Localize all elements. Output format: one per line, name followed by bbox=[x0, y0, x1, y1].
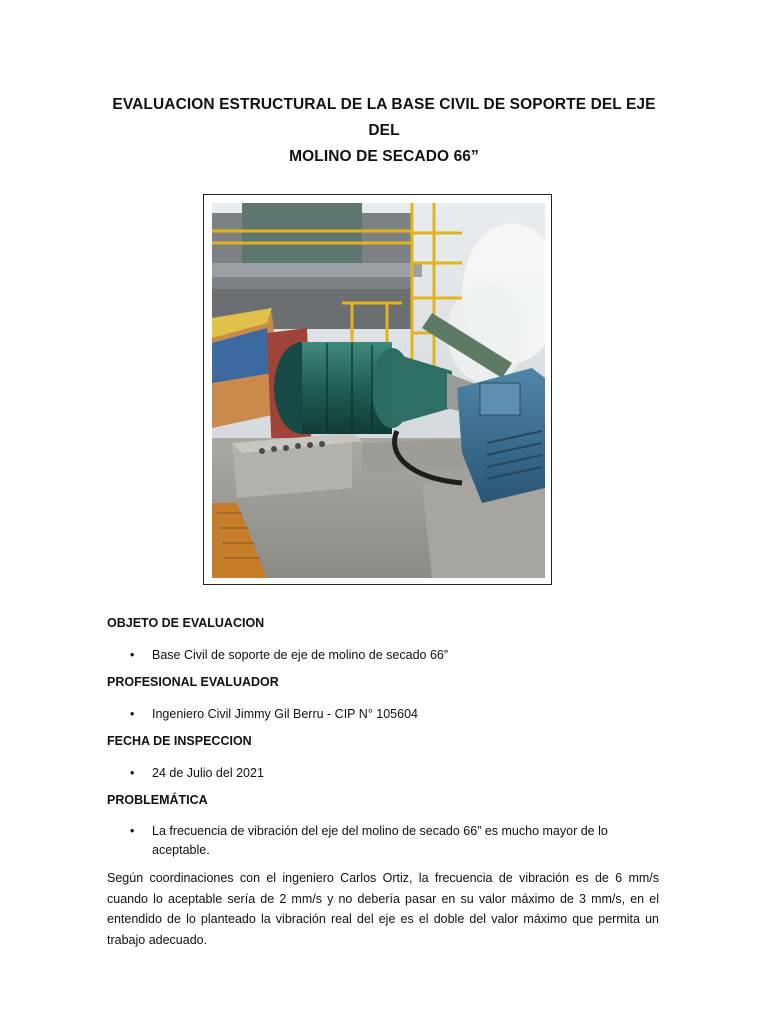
bullet-text: Ingeniero Civil Jimmy Gil Berru - CIP N° 105604 bbox=[152, 707, 418, 721]
bullet-icon: • bbox=[130, 766, 135, 780]
bullet-text-line-2: aceptable. bbox=[152, 843, 210, 857]
bullet-text-line-1: La frecuencia de vibración del eje del molino de secado 66” es mucho mayor de lo bbox=[152, 824, 608, 838]
section-heading-fecha: FECHA DE INSPECCION bbox=[107, 734, 252, 748]
bullet-icon: • bbox=[130, 648, 135, 662]
section-heading-problematica: PROBLEMÁTICA bbox=[107, 793, 208, 807]
title-line-2: MOLINO DE SECADO 66” bbox=[289, 148, 479, 165]
mill-shaft-photo bbox=[212, 203, 545, 578]
bullet-text: 24 de Julio del 2021 bbox=[152, 766, 264, 780]
bullet-icon: • bbox=[130, 707, 135, 721]
bullet-icon: • bbox=[130, 824, 135, 838]
section-heading-objeto: OBJETO DE EVALUACION bbox=[107, 616, 265, 630]
section-heading-profesional: PROFESIONAL EVALUADOR bbox=[107, 675, 279, 689]
title-line-1: EVALUACION ESTRUCTURAL DE LA BASE CIVIL DE SOPORTE DEL EJE DEL bbox=[112, 96, 656, 139]
body-paragraph: Según coordinaciones con el ingeniero Carlos Ortiz, la frecuencia de vibración es de 6 mm/s cuando lo aceptable sería de 2 mm/s y no debería pasar en su valor máximo de 3 mm/s, en el entendido de lo planteado la vibración real del eje es el doble del valor máximo que permita un trabajo adecuado. bbox=[107, 871, 659, 947]
bullet-text: Base Civil de soporte de eje de molino de secado 66” bbox=[152, 648, 449, 662]
equipment-photo bbox=[203, 194, 552, 585]
document-title bbox=[100, 92, 668, 170]
